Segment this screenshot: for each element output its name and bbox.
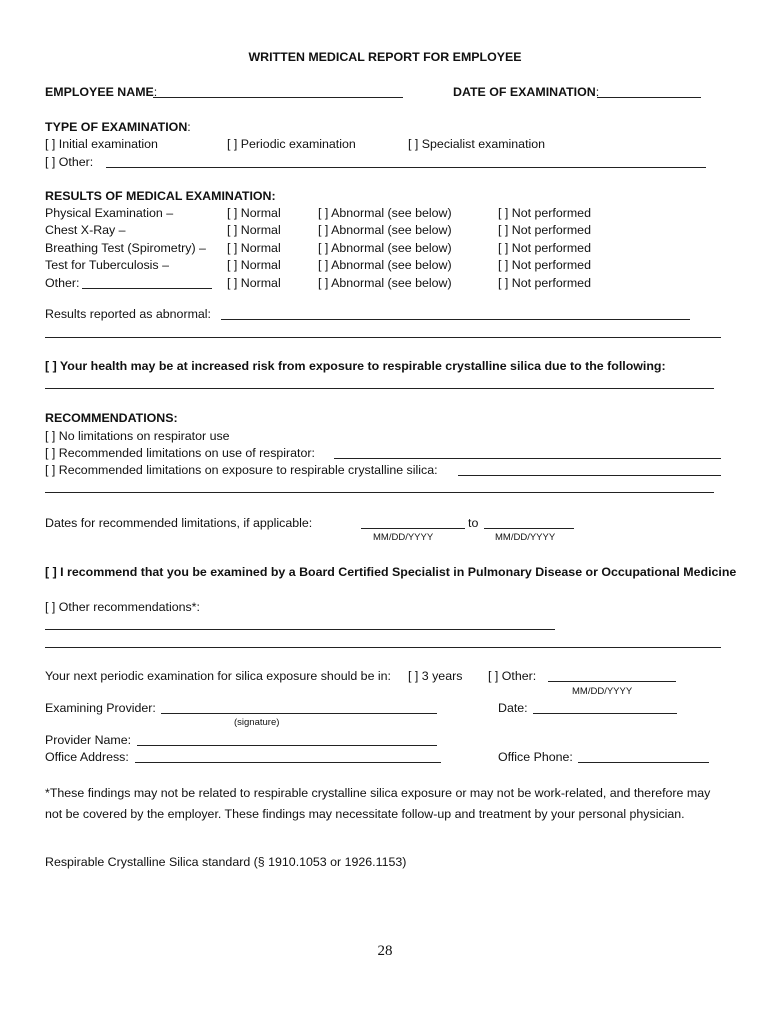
- checkbox-tb-normal[interactable]: [ ] Normal: [227, 258, 281, 272]
- result-label-other: Other:: [45, 276, 80, 290]
- office-phone-label: Office Phone:: [498, 750, 573, 764]
- dates-to-field[interactable]: [484, 528, 574, 529]
- checkbox-xray-abnormal[interactable]: [ ] Abnormal (see below): [318, 223, 452, 237]
- employee-name-label: EMPLOYEE NAME:: [45, 85, 158, 99]
- result-label-tuberculosis: Test for Tuberculosis –: [45, 258, 169, 272]
- checkbox-spirometry-not-performed[interactable]: [ ] Not performed: [498, 241, 591, 255]
- checkbox-other-recommendations[interactable]: [ ] Other recommendations*:: [45, 600, 200, 614]
- checkbox-three-years[interactable]: [ ] 3 years: [408, 669, 463, 683]
- abnormal-results-field[interactable]: [221, 319, 690, 320]
- office-phone-field[interactable]: [578, 762, 709, 763]
- checkbox-no-limitations[interactable]: [ ] No limitations on respirator use: [45, 429, 230, 443]
- checkbox-initial-exam[interactable]: [ ] Initial examination: [45, 137, 158, 151]
- dates-label: Dates for recommended limitations, if applicable:: [45, 516, 313, 530]
- next-exam-date-format: MM/DD/YYYY: [572, 686, 633, 697]
- abnormal-results-label: Results reported as abnormal:: [45, 307, 211, 321]
- next-exam-label: Your next periodic examination for silica exposure should be in:: [45, 669, 391, 683]
- checkbox-specialist-exam[interactable]: [ ] Specialist examination: [408, 137, 546, 151]
- recommendations-heading: RECOMMENDATIONS:: [45, 411, 178, 425]
- dates-from-field[interactable]: [361, 528, 465, 529]
- other-recommendations-field[interactable]: [45, 629, 555, 630]
- date-of-exam-field[interactable]: [597, 97, 701, 98]
- abnormal-results-field-2[interactable]: [45, 337, 721, 338]
- checkbox-next-exam-other[interactable]: [ ] Other:: [488, 669, 537, 683]
- office-address-label: Office Address:: [45, 750, 129, 764]
- next-exam-other-field[interactable]: [548, 681, 676, 682]
- other-exam-field[interactable]: [106, 167, 706, 168]
- checkbox-spirometry-abnormal[interactable]: [ ] Abnormal (see below): [318, 241, 452, 255]
- respirator-limitations-field[interactable]: [334, 458, 721, 459]
- checkbox-physical-abnormal[interactable]: [ ] Abnormal (see below): [318, 206, 452, 220]
- provider-name-field[interactable]: [137, 745, 437, 746]
- checkbox-physical-not-performed[interactable]: [ ] Not performed: [498, 206, 591, 220]
- results-heading: RESULTS OF MEDICAL EXAMINATION:: [45, 189, 276, 203]
- checkbox-physical-normal[interactable]: [ ] Normal: [227, 206, 281, 220]
- date-format-to: MM/DD/YYYY: [495, 532, 556, 543]
- checkbox-other-exam[interactable]: [ ] Other:: [45, 155, 94, 169]
- checkbox-other-abnormal[interactable]: [ ] Abnormal (see below): [318, 276, 452, 290]
- checkbox-tb-abnormal[interactable]: [ ] Abnormal (see below): [318, 258, 452, 272]
- specialist-statement[interactable]: [ ] I recommend that you be examined by a Board Certified Specialist in Pulmonary Disease or Occupational Medicine: [45, 565, 737, 579]
- silica-limitations-field-2[interactable]: [45, 492, 714, 493]
- employee-name-field[interactable]: [153, 97, 403, 98]
- type-of-exam-heading: TYPE OF EXAMINATION:: [45, 120, 191, 134]
- signature-field[interactable]: [161, 713, 437, 714]
- result-other-field[interactable]: [82, 288, 212, 289]
- date-of-exam-label: DATE OF EXAMINATION:: [453, 85, 600, 99]
- to-label: to: [468, 516, 479, 530]
- result-label-physical: Physical Examination –: [45, 206, 174, 220]
- checkbox-xray-not-performed[interactable]: [ ] Not performed: [498, 223, 591, 237]
- silica-risk-field[interactable]: [45, 388, 714, 389]
- silica-risk-statement[interactable]: [ ] Your health may be at increased risk from exposure to respirable crystalline silica due to the following:: [45, 359, 666, 373]
- provider-name-label: Provider Name:: [45, 733, 132, 747]
- signature-caption: (signature): [234, 717, 280, 728]
- other-recommendations-field-2[interactable]: [45, 647, 721, 648]
- examining-provider-label: Examining Provider:: [45, 701, 156, 715]
- office-address-field[interactable]: [135, 762, 441, 763]
- date-label: Date:: [498, 701, 528, 715]
- checkbox-tb-not-performed[interactable]: [ ] Not performed: [498, 258, 591, 272]
- silica-limitations-field[interactable]: [458, 475, 721, 476]
- standard-reference: Respirable Crystalline Silica standard (§ 1910.1053 or 1926.1153): [45, 855, 407, 869]
- checkbox-other-not-performed[interactable]: [ ] Not performed: [498, 276, 591, 290]
- signature-date-field[interactable]: [533, 713, 677, 714]
- checkbox-other-normal[interactable]: [ ] Normal: [227, 276, 281, 290]
- form-title: WRITTEN MEDICAL REPORT FOR EMPLOYEE: [248, 50, 522, 64]
- result-label-chest-xray: Chest X-Ray –: [45, 223, 126, 237]
- date-format-from: MM/DD/YYYY: [373, 532, 434, 543]
- result-label-spirometry: Breathing Test (Spirometry) –: [45, 241, 206, 255]
- checkbox-silica-limitations[interactable]: [ ] Recommended limitations on exposure to respirable crystalline silica:: [45, 463, 438, 477]
- checkbox-periodic-exam[interactable]: [ ] Periodic examination: [227, 137, 356, 151]
- checkbox-respirator-limitations[interactable]: [ ] Recommended limitations on use of respirator:: [45, 446, 315, 460]
- footnote: *These findings may not be related to respirable crystalline silica exposure or may not be work-related, and therefore may not be covered by the employer. These findings may necessitate follow-up and treatment by your personal physician.: [45, 786, 711, 821]
- page-number: 28: [377, 943, 393, 959]
- checkbox-xray-normal[interactable]: [ ] Normal: [227, 223, 281, 237]
- checkbox-spirometry-normal[interactable]: [ ] Normal: [227, 241, 281, 255]
